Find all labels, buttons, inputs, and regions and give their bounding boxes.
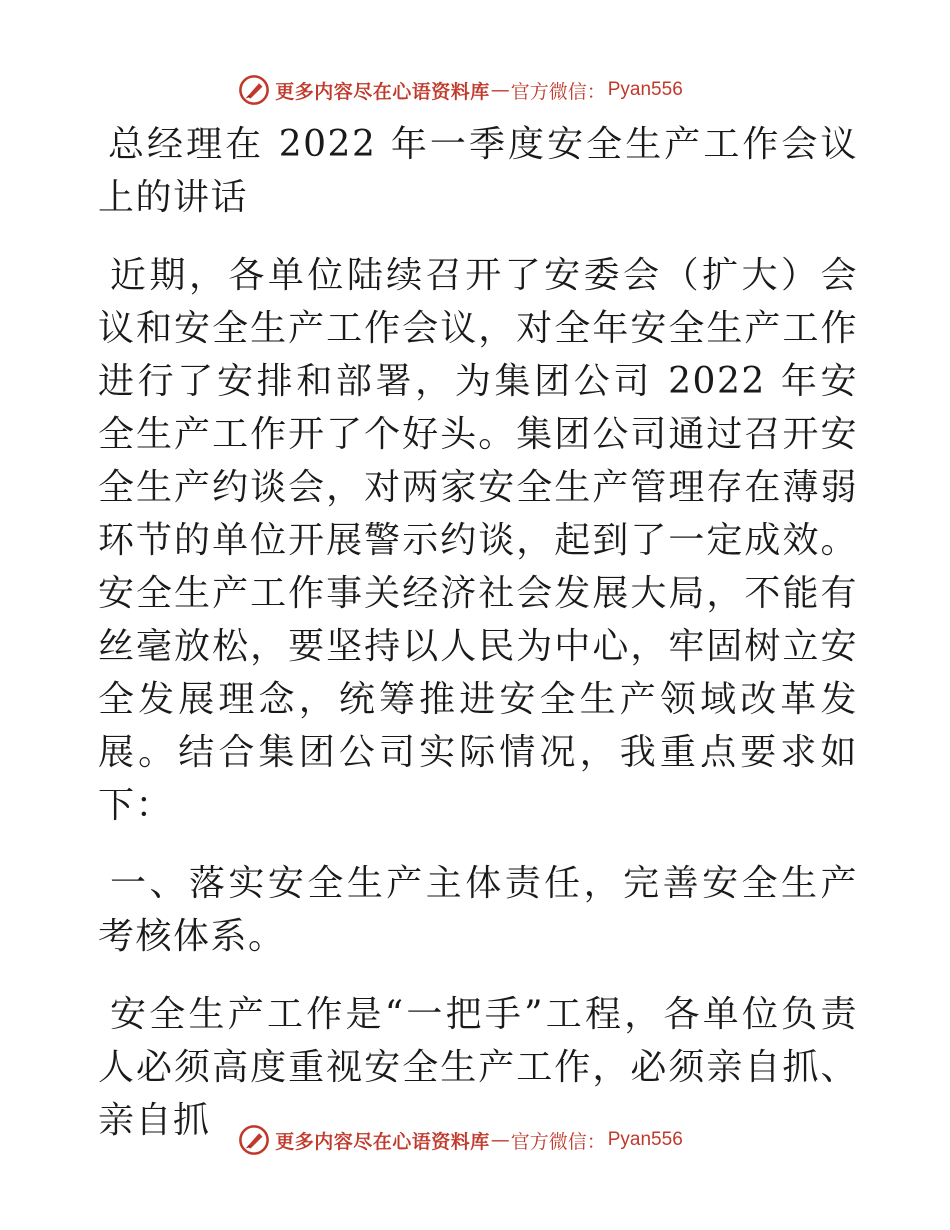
- banner-dash: —: [490, 1129, 510, 1151]
- pen-nib-logo-icon: [237, 1123, 271, 1157]
- paragraph-intro: 近期，各单位陆续召开了安委会（扩大）会议和安全生产工作会议，对全年安全生产工作进行了安排和部署，为集团公司 2022 年安全生产工作开了个好头。集团公司通过召开安全生产约谈会，对两家安全生产管理存在薄弱环节的单位开展警示约谈，起到了一定成效。安全生产工作事关经济社会发展大局，不能有丝毫放松，要坚持以人民为中心，牢固树立安全发展理念，统筹推进安全生产领域改革发展。结合集团公司实际情况，我重点要求如下：: [98, 255, 858, 826]
- pen-nib-logo-icon: [237, 73, 271, 107]
- footer-banner: [0, 1120, 950, 1160]
- header-banner: [0, 70, 950, 110]
- document-body: [98, 118, 858, 1147]
- banner-wechat-label: 官方微信：: [510, 1130, 606, 1153]
- banner-wechat-label: 官方微信：: [510, 80, 606, 103]
- banner-brand: 更多内容尽在心语资料库: [275, 80, 490, 103]
- banner-handle: Pyan556: [607, 1129, 683, 1150]
- paragraph-section-one-body: 安全生产工作是“一把手”工程，各单位负责人必须高度重视安全生产工作，必须亲自抓、亲自抓: [98, 994, 858, 1141]
- banner-brand: 更多内容尽在心语资料库: [275, 1130, 490, 1153]
- banner-handle: Pyan556: [607, 79, 683, 100]
- document-title: 总经理在 2022 年一季度安全生产工作会议上的讲话: [98, 124, 858, 218]
- banner-dash: —: [490, 79, 510, 101]
- paragraph-section-one-heading: 一、落实安全生产主体责任，完善安全生产考核体系。: [98, 863, 858, 957]
